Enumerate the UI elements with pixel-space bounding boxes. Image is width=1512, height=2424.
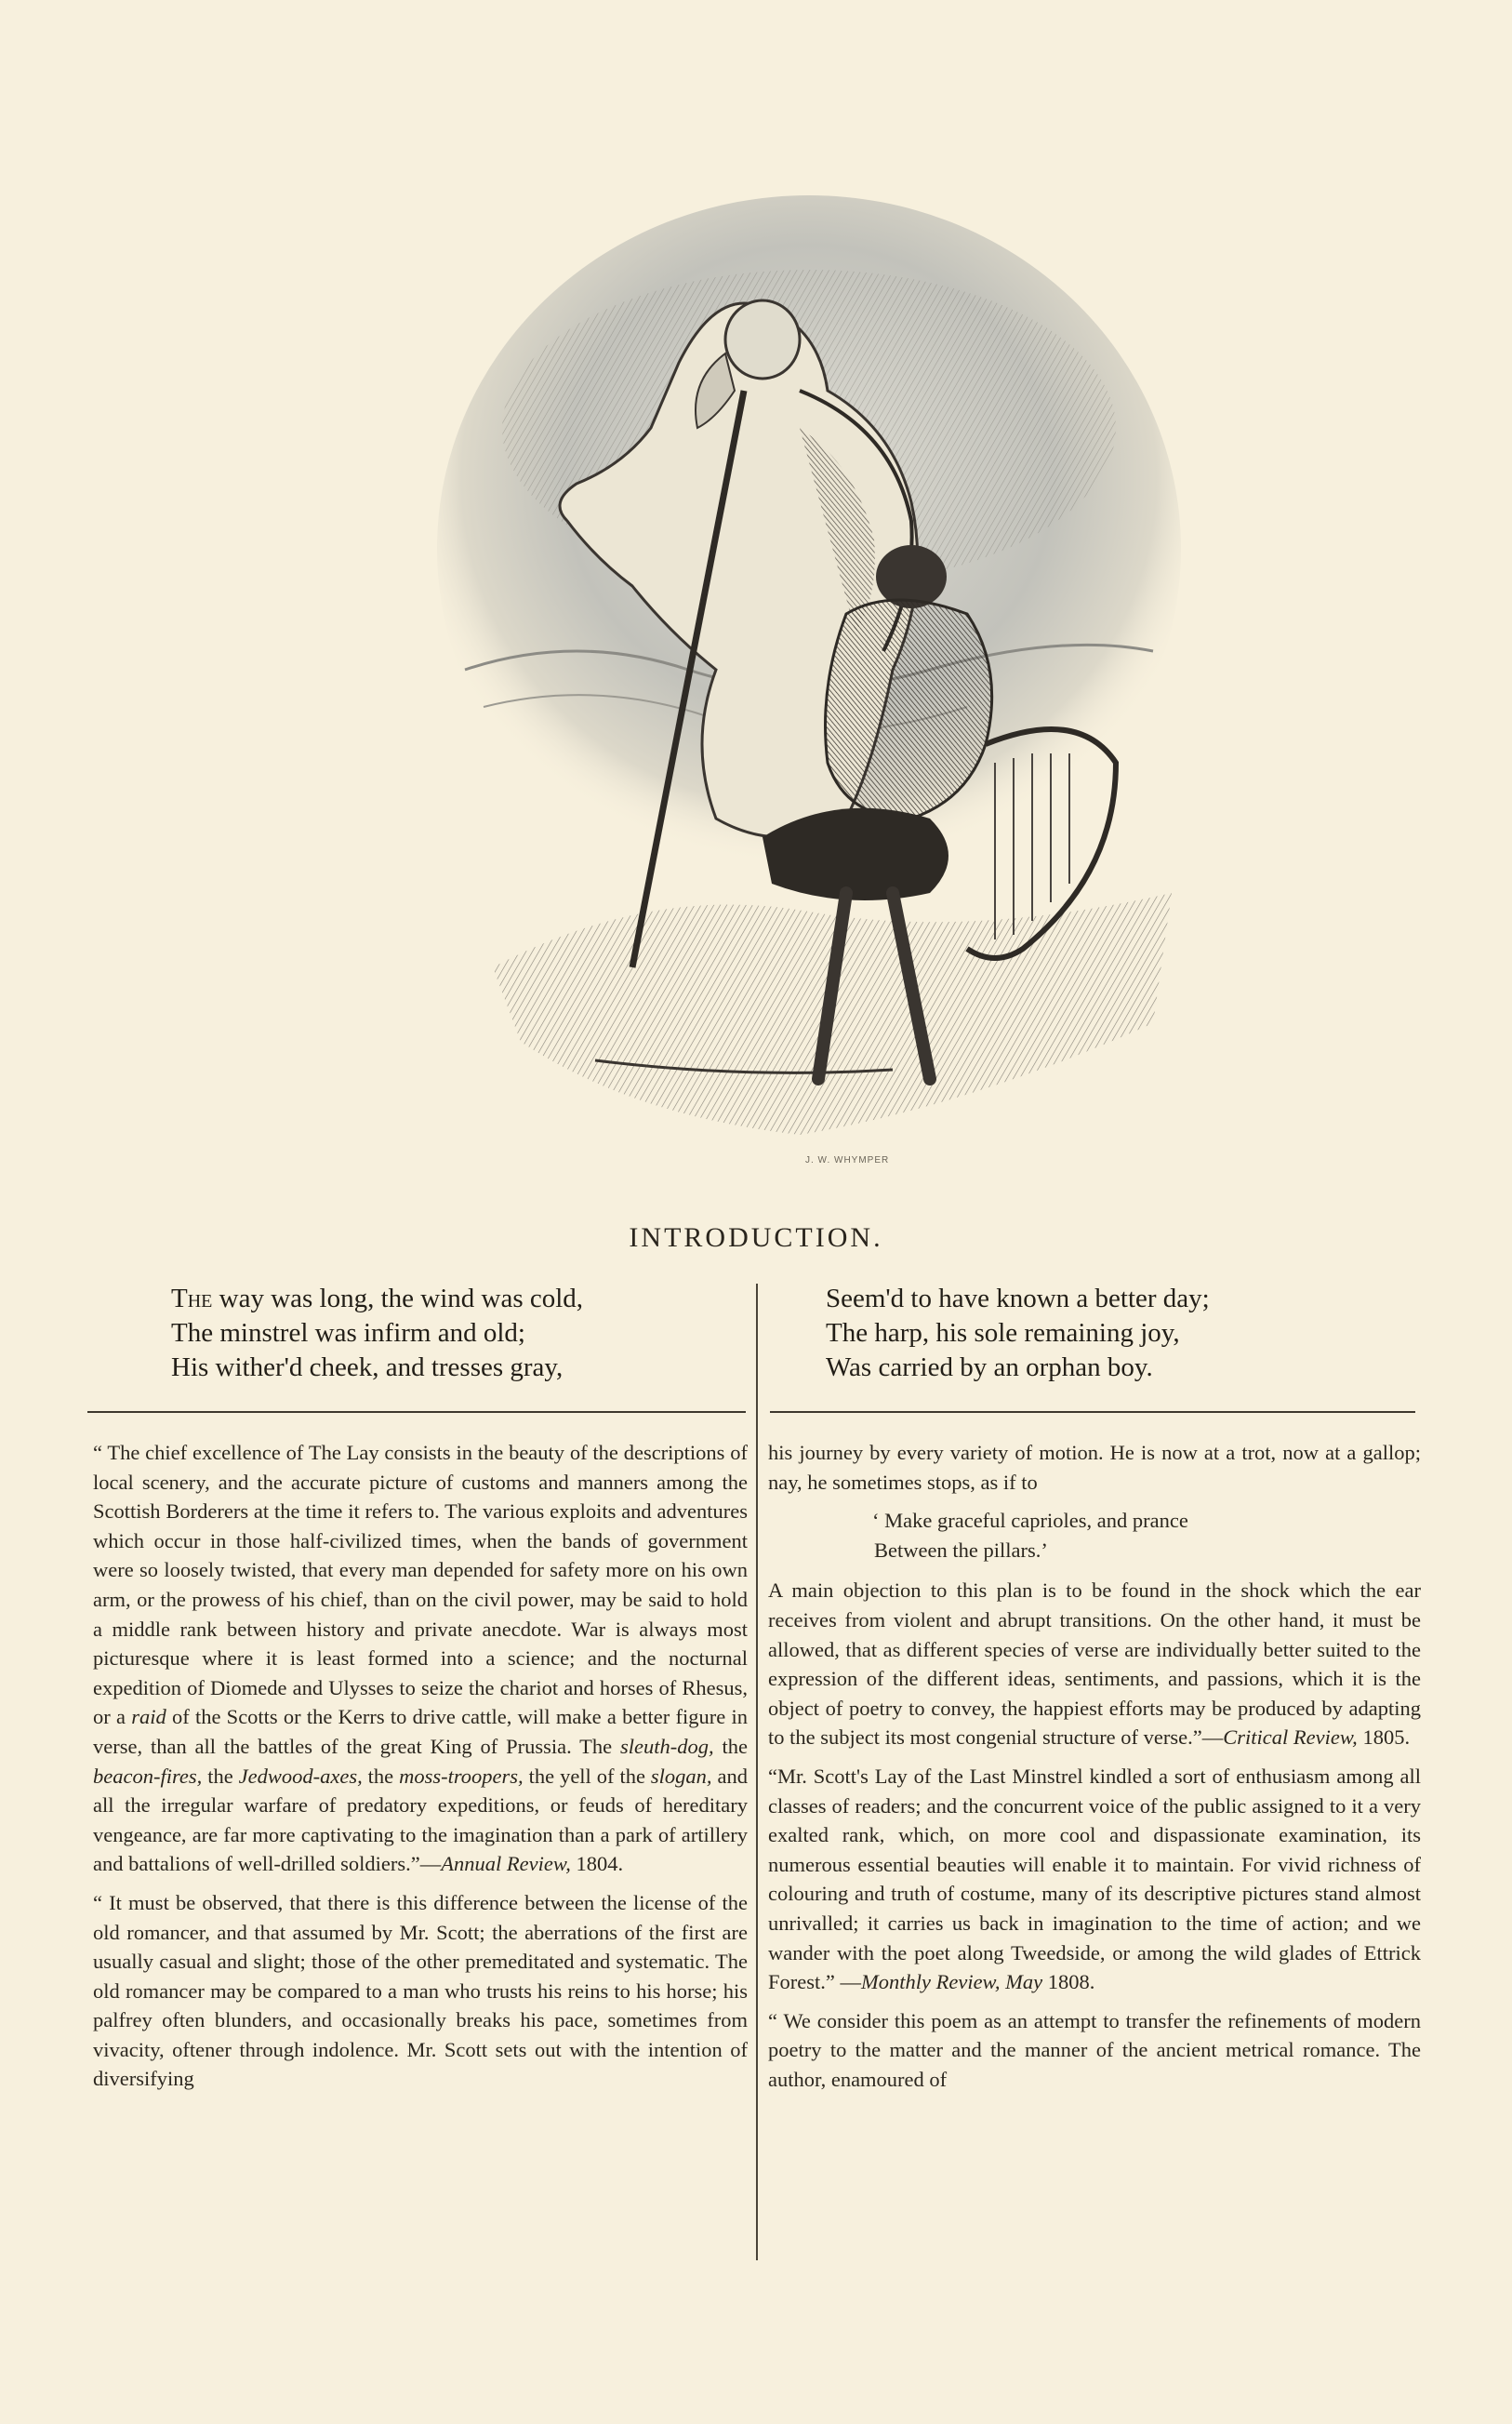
commentary-paragraph: [93, 1438, 748, 1879]
poem-line-text: way was long, the wind was cold,: [212, 1284, 584, 1313]
section-heading: INTRODUCTION.: [629, 1222, 883, 1253]
commentary-paragraph: [768, 1762, 1421, 1997]
text-run: A main objection to this plan is to be found in the shock which the ear receives from violent and abrupt transitions. On the other hand, it must be allowed, that as different species of verse are individually better suited to the expression of the different ideas, sentiments, and passions, which it is the object of poetry to convey, the happiest efforts may be produced by adapting to the subject its most congenial structure of verse.”—: [768, 1578, 1421, 1750]
commentary-paragraph: “ We consider this poem as an attempt to transfer the refinements of modern poetry to the matter and the manner of the ancient metrical romance. The author, enamoured of: [768, 2008, 1421, 2091]
citation-year: 1804.: [570, 1852, 624, 1876]
italic-term: beacon-fires,: [93, 1764, 203, 1788]
poem-left-column: [171, 1282, 729, 1385]
poem-line: His wither'd cheek, and tresses gray,: [171, 1352, 564, 1382]
commentary-right-column: [768, 1438, 1421, 2103]
poem-line: Seem'd to have known a better day;: [826, 1284, 1210, 1313]
quote-line: Between the pillars.’: [874, 1538, 1048, 1562]
italic-term: sleuth-dog,: [620, 1734, 714, 1758]
italic-term: raid: [131, 1705, 166, 1729]
column-divider: [756, 1284, 758, 2260]
engraver-signature: J. W. WHYMPER: [805, 1155, 890, 1165]
poem-line: The harp, his sole remaining joy,: [826, 1318, 1180, 1348]
horizontal-rule: [770, 1411, 1415, 1413]
horizontal-rule: [87, 1411, 746, 1413]
commentary-left-column: [93, 1438, 748, 2103]
source-citation: Monthly Review, May: [861, 1970, 1043, 1994]
text-run: “ The chief excellence of The Lay consists in the beauty of the descriptions of local scenery, and the accurate picture of customs and manners among the Scottish Borderers at the time it refers to. The various exploits and adventures which occur in those half-civilized times, when the bands of government were so loosely twisted, that every man depended for safety more on his own arm, or the prowess of his chief, than on the civil power, may be said to hold a middle rank between history and private anecdote. War is always most picturesque where it is least formed into a science; and the nocturnal expedition of Diomede and Ulysses to seize the chariot and horses of Rhesus, or a: [93, 1441, 748, 1729]
citation-year: 1805.: [1357, 1725, 1411, 1750]
poem-right-column: [826, 1282, 1346, 1385]
commentary-paragraph: his journey by every variety of motion. He is now at a trot, now at a gallop; nay, he sometimes stops, as if to: [768, 1441, 1421, 1494]
commentary-paragraph: “ It must be observed, that there is this difference between the license of the old romancer, and that assumed by Mr. Scott; the aberrations of the first are usually casual and slight; those of the other premeditated and systematic. The old romancer may be compared to a man who trusts his reins to his horse; his palfrey often blunders, and occasionally breaks his pace, sometimes from vivacity, oftener through indolence. Mr. Scott sets out with the intention of diversifying: [93, 1890, 748, 2091]
block-quote: [768, 1506, 1421, 1565]
italic-term: moss-troopers,: [399, 1764, 524, 1788]
text-run: the: [713, 1734, 748, 1758]
quote-line: ‘ Make graceful caprioles, and prance: [872, 1509, 1188, 1533]
minstrel-engraving: [409, 149, 1209, 1200]
text-run: the: [362, 1764, 400, 1788]
text-run: of the Scotts or the Kerrs to drive cattle, will make a better figure in verse, than all the battles of the great King of Prussia. The: [93, 1705, 748, 1758]
poem-line: Was carried by an orphan boy.: [826, 1352, 1153, 1382]
citation-year: 1808.: [1042, 1970, 1095, 1994]
source-citation: Annual Review,: [441, 1852, 571, 1876]
italic-term: Jedwood-axes,: [238, 1764, 363, 1788]
text-run: the yell of the: [523, 1764, 651, 1788]
text-run: the: [202, 1764, 239, 1788]
poem-line: The minstrel was infirm and old;: [171, 1318, 525, 1348]
text-run: “Mr. Scott's Lay of the Last Minstrel kindled a sort of enthusiasm among all classes of readers; and the concurrent voice of the public assigned to it a very exalted rank, which, on more cool and dispassionate examination, its numerous essential beauties will enable it to maintain. For vivid richness of colouring and truth of costume, many of its descriptive pictures stand almost unrivalled; it carries us back in imagination to the time of action; and we wander with the poet along Tweedside, or among the wild glades of Ettrick Forest.” —: [768, 1764, 1421, 1994]
poem-line: [171, 1282, 729, 1316]
italic-term: slogan,: [650, 1764, 712, 1788]
source-citation: Critical Review,: [1223, 1725, 1358, 1750]
commentary-paragraph: [768, 1576, 1421, 1752]
poem-first-word: The: [171, 1284, 213, 1313]
text-run: and all the irregular warfare of predatory expeditions, or feuds of hereditary vengeance, are far more captivating to the imagination than a park of artillery and battalions of well-drilled soldiers.”—: [93, 1764, 748, 1876]
